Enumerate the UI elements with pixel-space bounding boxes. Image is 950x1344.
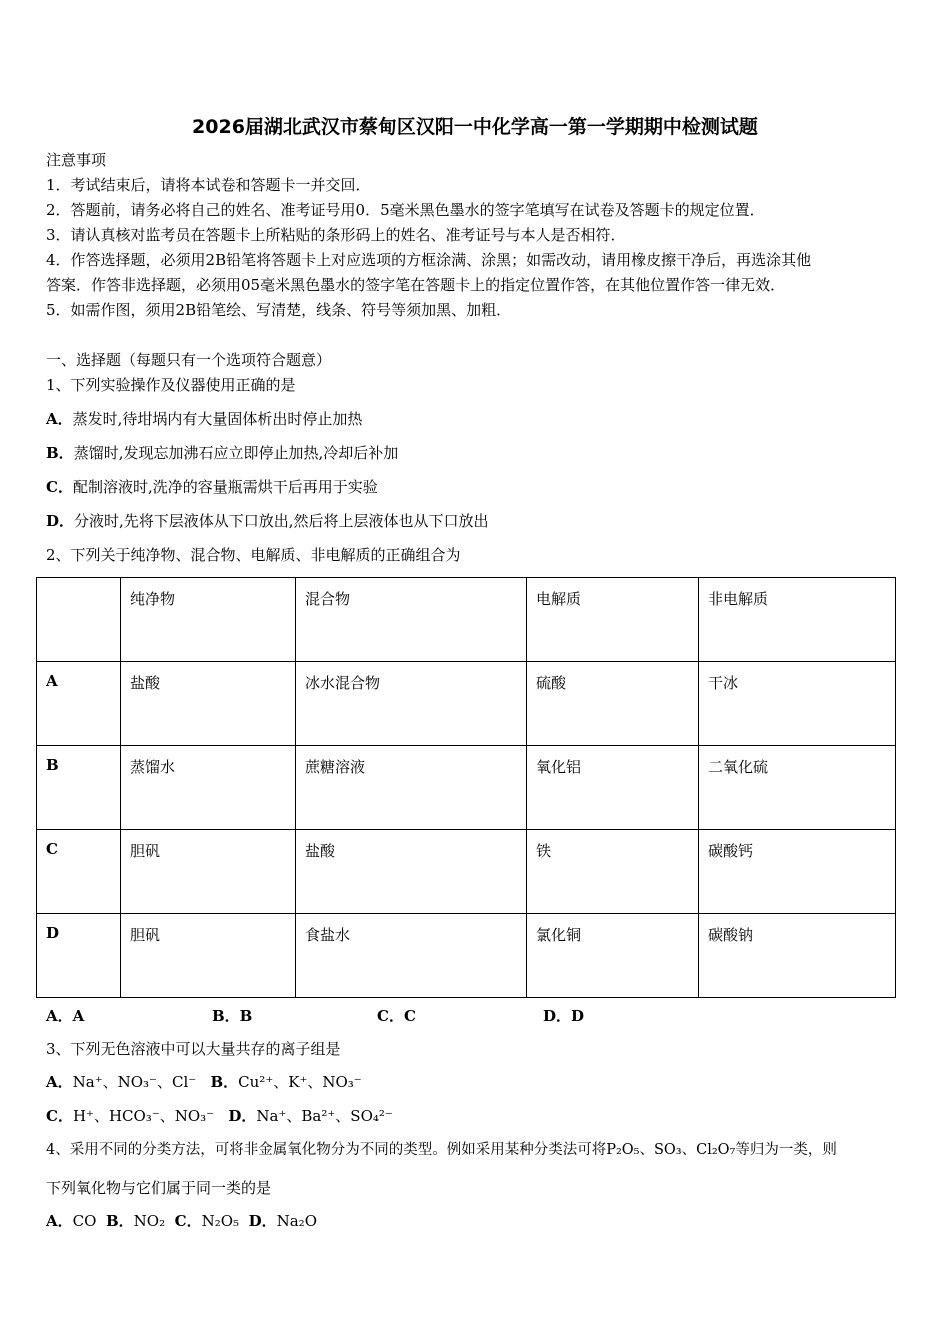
q2-answer-a: A．A — [46, 1007, 85, 1025]
note-item: 5．如需作图，须用2B铅笔绘、写清楚，线条、符号等须加黑、加粗． — [46, 301, 512, 319]
table-cell: A — [37, 662, 121, 746]
table-header-row — [37, 578, 896, 662]
note-item: 1．考试结束后，请将本试卷和答题卡一并交回． — [46, 176, 371, 194]
option-key: C． — [174, 1212, 202, 1230]
table-cell: 非电解质 — [699, 578, 896, 662]
table-cell: 食盐水 — [296, 914, 527, 998]
option-text: 分液时,先将下层液体从下口放出,然后将上层液体也从下口放出 — [74, 512, 489, 530]
option-text: 蒸发时,待坩埚内有大量固体析出时停止加热 — [72, 410, 363, 428]
question-4-stem-line-2: 下列氧化物与它们属于同一类的是 — [46, 1179, 272, 1197]
q2-answer-c: C．C — [377, 1007, 416, 1025]
table-row — [37, 746, 896, 830]
question-2-stem: 2、下列关于纯净物、混合物、电解质、非电解质的正确组合为 — [46, 546, 461, 564]
note-item: 2．答题前，请务必将自己的姓名、准考证号用0．5毫米黑色墨水的签字笔填写在试卷及答题卡的规定位置． — [46, 201, 765, 219]
q2-table — [36, 577, 896, 998]
option-text: N₂O₅ — [201, 1212, 240, 1230]
option-key: D． — [248, 1212, 277, 1230]
note-item: 4．作答选择题，必须用2B铅笔将答题卡上对应选项的方框涂满、涂黑；如需改动，请用橡皮擦干净后，再选涂其他 — [46, 251, 812, 269]
option-text: H⁺、HCO₃⁻、NO₃⁻ — [72, 1107, 215, 1125]
table-row — [37, 914, 896, 998]
option-text: CO — [72, 1212, 97, 1230]
table-cell: 盐酸 — [121, 662, 296, 746]
table-cell: 碳酸钙 — [699, 830, 896, 914]
q3-options-line-1 — [46, 1072, 362, 1092]
table-cell: 蒸馏水 — [121, 746, 296, 830]
table-cell: D — [37, 914, 121, 998]
table-cell: 电解质 — [527, 578, 699, 662]
option-key: C． — [46, 1107, 73, 1125]
table-cell: 铁 — [527, 830, 699, 914]
option-text: Cu²⁺、K⁺、NO₃⁻ — [238, 1073, 362, 1091]
option-text: 配制溶液时,洗净的容量瓶需烘干后再用于实验 — [72, 478, 378, 496]
option-key: B． — [210, 1073, 239, 1091]
q2-answer-b: B．B — [212, 1007, 253, 1025]
option-key: A． — [46, 1073, 73, 1091]
table-row — [37, 830, 896, 914]
question-1-stem: 1、下列实验操作及仪器使用正确的是 — [46, 376, 296, 394]
option-text: Na₂O — [276, 1212, 317, 1230]
table-cell: 氧化铝 — [527, 746, 699, 830]
option-key: B． — [105, 1212, 134, 1230]
option-text: 蒸馏时,发现忘加沸石应立即停止加热,冷却后补加 — [73, 444, 399, 462]
table-cell: 冰水混合物 — [296, 662, 527, 746]
option-text: Na⁺、NO₃⁻、Cl⁻ — [72, 1073, 197, 1091]
table-cell: 盐酸 — [296, 830, 527, 914]
table-cell: 二氧化硫 — [699, 746, 896, 830]
table-cell: 干冰 — [699, 662, 896, 746]
table-cell: 碳酸钠 — [699, 914, 896, 998]
table-cell: 胆矾 — [121, 914, 296, 998]
q4-options — [46, 1211, 317, 1231]
option-key: D． — [46, 512, 75, 530]
q2-answer-d: D．D — [543, 1007, 585, 1025]
note-item: 3．请认真核对监考员在答题卡上所粘贴的条形码上的姓名、准考证号与本人是否相符． — [46, 226, 626, 244]
option-text: NO₂ — [133, 1212, 166, 1230]
table-cell — [37, 578, 121, 662]
table-cell: 硫酸 — [527, 662, 699, 746]
section-heading: 一、选择题（每题只有一个选项符合题意） — [46, 351, 332, 369]
q1-option-c — [46, 477, 378, 497]
q3-options-line-2 — [46, 1106, 393, 1126]
table-cell: 蔗糖溶液 — [296, 746, 527, 830]
q1-option-b — [46, 443, 398, 463]
table-cell: B — [37, 746, 121, 830]
table-cell: 胆矾 — [121, 830, 296, 914]
option-key: B． — [46, 444, 74, 462]
q1-option-d — [46, 511, 489, 531]
table-cell: 混合物 — [296, 578, 527, 662]
option-key: D． — [228, 1107, 257, 1125]
option-text: Na⁺、Ba²⁺、SO₄²⁻ — [256, 1107, 393, 1125]
page-title: 2026届湖北武汉市蔡甸区汉阳一中化学高一第一学期期中检测试题 — [192, 116, 758, 138]
option-key: C． — [46, 478, 73, 496]
table-cell: 氯化铜 — [527, 914, 699, 998]
table-row — [37, 662, 896, 746]
table-cell: 纯净物 — [121, 578, 296, 662]
option-key: A． — [46, 1212, 73, 1230]
table-cell: C — [37, 830, 121, 914]
q1-option-a — [46, 409, 362, 429]
option-key: A． — [46, 410, 73, 428]
notes-heading: 注意事项 — [46, 151, 107, 169]
question-3-stem: 3、下列无色溶液中可以大量共存的离子组是 — [46, 1040, 341, 1058]
question-4-stem-line-1: 4、采用不同的分类方法，可将非金属氧化物分为不同的类型。例如采用某种分类法可将P₂O₅、SO₃、Cl₂O₇等归为一类，则 — [46, 1142, 837, 1158]
note-item: 答案．作答非选择题，必须用05毫米黑色墨水的签字笔在答题卡上的指定位置作答，在其他位置作答一律无效． — [46, 276, 786, 294]
